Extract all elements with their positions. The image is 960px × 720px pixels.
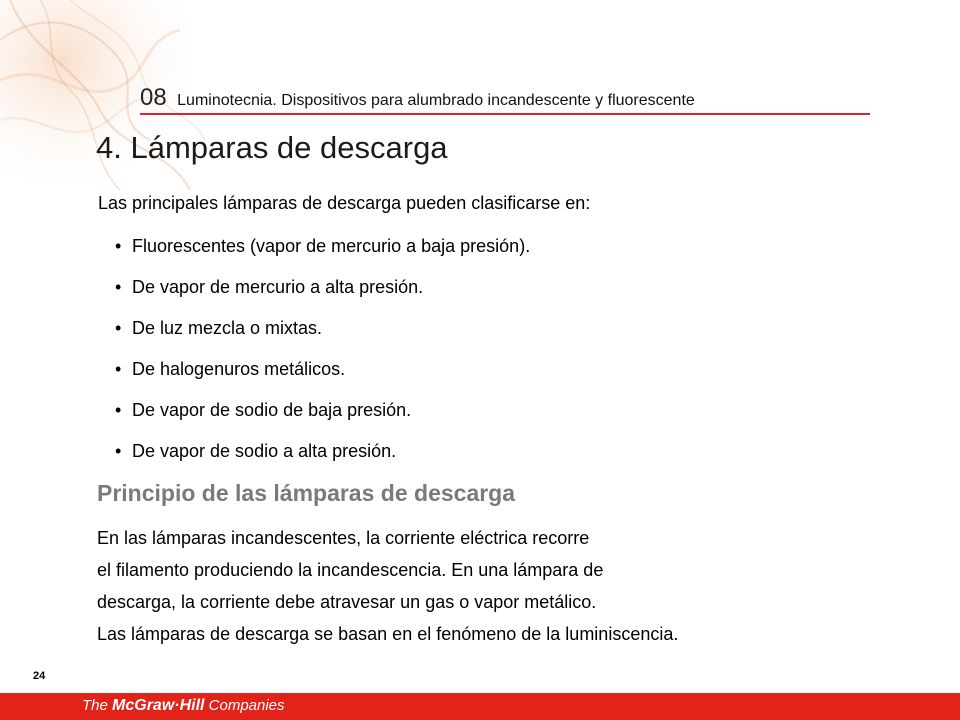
page-number: 24 [33, 670, 46, 682]
logo-suffix: Companies [204, 697, 285, 714]
publisher-logo [82, 697, 285, 715]
chapter-header [140, 84, 870, 115]
list-item-text: De vapor de sodio a alta presión. [132, 441, 397, 461]
bullet-icon: • [115, 236, 122, 256]
list-item [115, 439, 530, 480]
list-item-text: De halogenuros metálicos. [132, 359, 346, 379]
paragraph-line: descarga, la corriente debe atravesar un gas o vapor metálico. [97, 592, 597, 612]
list-item-text: De vapor de mercurio a alta presión. [132, 277, 424, 297]
body-paragraph [97, 524, 897, 652]
list-item [115, 357, 530, 398]
logo-prefix: The [82, 697, 113, 714]
list-item-text: De vapor de sodio de baja presión. [132, 400, 412, 420]
intro-text: Las principales lámparas de descarga pueden clasificarse en: [98, 193, 591, 213]
paragraph-line: el filamento produciendo la incandescencia. En una lámpara de [97, 560, 604, 580]
chapter-title: Luminotecnia. Dispositivos para alumbrado incandescente y fluorescente [177, 92, 695, 109]
list-item [115, 275, 530, 316]
bullet-icon: • [115, 400, 122, 420]
bullet-icon: • [115, 441, 122, 461]
footer-bar [0, 693, 960, 720]
list-item [115, 316, 530, 357]
paragraph-line: En las lámparas incandescentes, la corriente eléctrica recorre [97, 528, 590, 548]
list-item-text: De luz mezcla o mixtas. [132, 318, 323, 338]
bullet-icon: • [115, 318, 122, 338]
list-item [115, 234, 530, 275]
list-item-text: Fluorescentes (vapor de mercurio a baja presión). [132, 236, 531, 256]
list-item [115, 398, 530, 439]
bullet-icon: • [115, 277, 122, 297]
subheading: Principio de las lámparas de descarga [97, 480, 516, 506]
section-title: 4. Lámparas de descarga [96, 130, 448, 165]
paragraph-line: Las lámparas de descarga se basan en el fenómeno de la luminiscencia. [97, 624, 679, 644]
lamp-type-list [115, 234, 530, 480]
chapter-number: 08 [140, 84, 167, 111]
bullet-icon: • [115, 359, 122, 379]
logo-brand: McGraw·Hill [112, 697, 205, 714]
